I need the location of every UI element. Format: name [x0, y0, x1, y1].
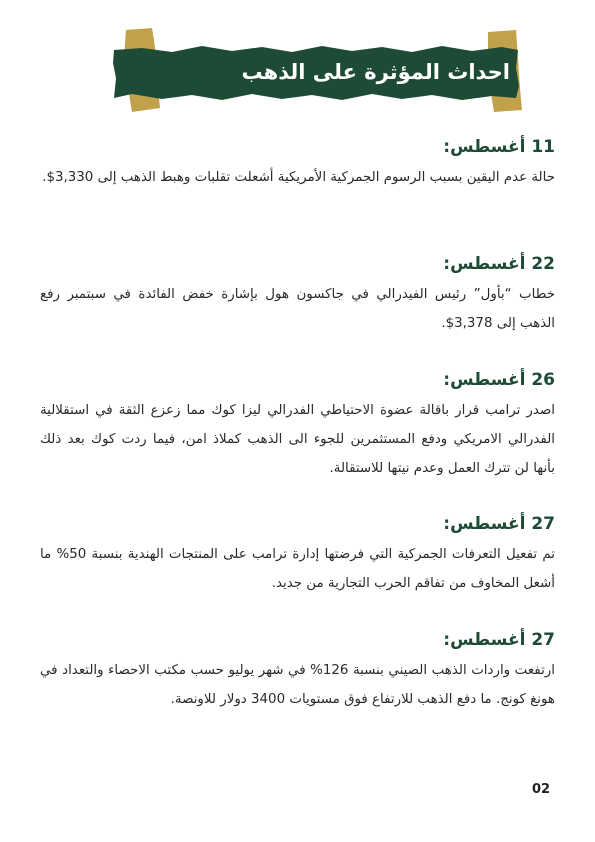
page-number: 02 [532, 782, 551, 797]
event-item [40, 628, 555, 714]
event-item [40, 512, 555, 598]
event-date: 27 أغسطس: [443, 630, 555, 650]
event-description: تم تفعيل التعرفات الجمركية التي فرضتها إدارة ترامب على المنتجات الهندية بنسبة 50% ما أشعل المخاوف من تفاقم الحرب التجارية من جديد. [40, 547, 555, 591]
event-date: 11 أغسطس: [443, 137, 555, 157]
event-date: 27 أغسطس: [443, 514, 555, 534]
page-title: احداث المؤثرة على الذهب [241, 60, 510, 84]
event-description: حالة عدم اليقين بسبب الرسوم الجمركية الأمريكية أشعلت تقلبات وهبط الذهب إلى 3,330$. [42, 170, 555, 185]
event-item [40, 135, 555, 192]
event-date: 22 أغسطس: [443, 254, 555, 274]
event-item [40, 252, 555, 338]
event-description: اصدر ترامب قرار باقالة عضوة الاحتياطي الفدرالي ليزا كوك مما زعزع الثقة في استقلالية الفدرالي الامريكي ودفع المستثمرين للجوء الى الذهب كملاذ امن، فيما ردت كوك بعد ذلك بأنها لن تترك العمل وعدم نيتها للاستقالة. [40, 403, 555, 476]
event-description: ارتفعت واردات الذهب الصيني بنسبة 126% في شهر يوليو حسب مكتب الاحصاء والتعداد في هونغ كونج. ما دفع الذهب للارتفاع فوق مستويات 3400 دولار للاونصة. [40, 663, 555, 707]
event-description: خطاب “بأول” رئيس الفيدرالي في جاكسون هول بإشارة خفض الفائدة في سبتمبر رفع الذهب إلى 3,378$. [40, 287, 555, 331]
event-date: 26 أغسطس: [443, 370, 555, 390]
event-item [40, 368, 555, 483]
